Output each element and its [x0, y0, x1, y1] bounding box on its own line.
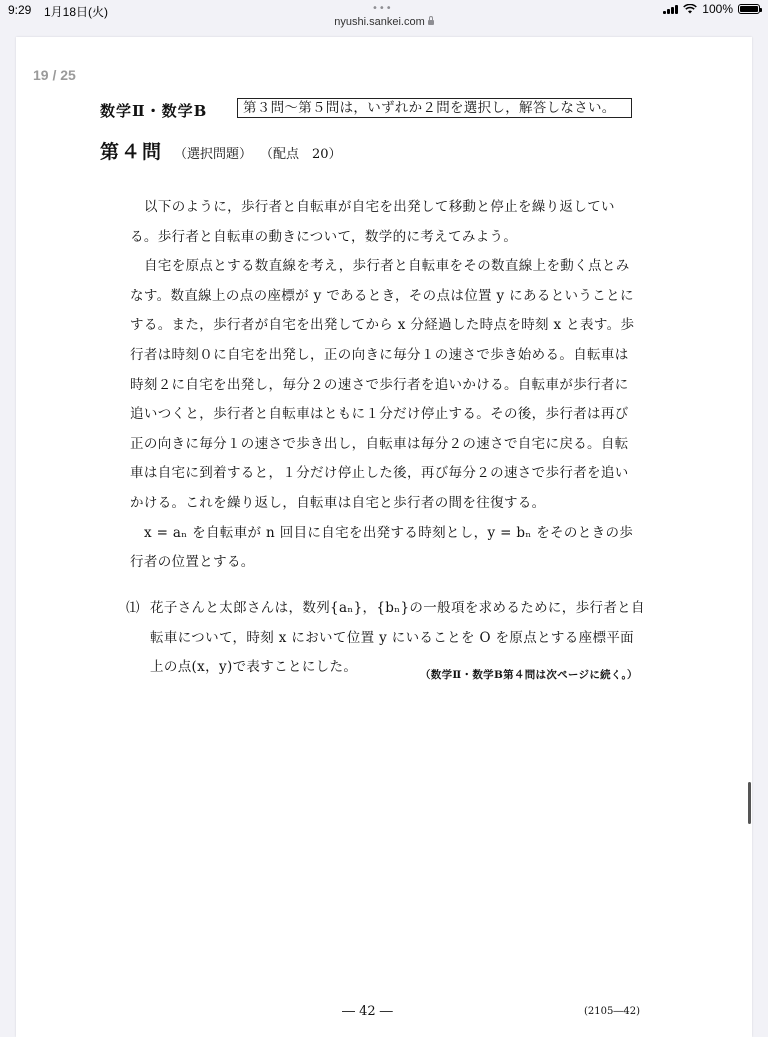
status-time: 9:29: [8, 3, 32, 17]
question-points: （配点 20）: [260, 147, 342, 162]
document-page: [16, 37, 752, 1037]
question-title: 第４問: [100, 141, 164, 163]
url-text[interactable]: nyushi.sankei.com: [334, 16, 425, 28]
status-date: 1月18日(火): [44, 5, 109, 19]
battery-icon: [738, 4, 760, 14]
subquestion-text: 花子さんと太郎さんは，数列{aₙ}，{bₙ}の一般項を求めるために，歩行者と自転車について，時刻 x において位置 y にいることを O を原点とする座標平面上の点(x，y)で表すことにした。: [150, 600, 645, 676]
multitasking-dots-icon[interactable]: •••: [372, 3, 393, 14]
paragraph: x = aₙ を自転車が n 回目に自宅を出発する時刻とし，y = bₙ をそのときの歩行者の位置とする。: [130, 524, 634, 571]
page-code: (2105―42): [584, 1006, 640, 1017]
lock-icon: [428, 20, 434, 25]
battery-percent: 100%: [702, 2, 733, 16]
instruction-box: 第３問～第５問は，いずれか２問を選択し，解答しなさい。: [237, 98, 632, 118]
page-indicator: 19 / 25: [33, 67, 76, 83]
continue-note: （数学Ⅱ・数学B第４問は次ページに続く。）: [420, 669, 638, 681]
paragraph: 自宅を原点とする数直線を考え，歩行者と自転車をその数直線上を動く点とみなす。数直線上の点の座標が y であるとき，その点は位置 y にあるということにする。また，歩行者が自宅を出発してから x 分経過した時点を時刻 x と表す。歩行者は時刻０に自宅を出発し，正の向きに毎分１の速さで歩き始める。自転車は時刻２に自宅を出発し，毎分２の速さで歩行者を追いかける。自転車が歩行者に追いつくと，歩行者と自転車はともに１分だけ停止する。その後，歩行者は再び正の向きに毎分１の速さで歩き出し，自転車は毎分２の速さで自宅に戻る。自転車は自宅に到着すると，１分だけ停止した後，再び毎分２の速さで歩行者を追いかける。これを繰り返し，自転車は自宅と歩行者の間を往復する。: [130, 258, 635, 511]
question-type: （選択問題）: [174, 147, 253, 162]
url-bar[interactable]: [0, 16, 768, 36]
cellular-signal-icon: [663, 4, 678, 14]
subquestion-number: ⑴: [126, 600, 140, 616]
subject-heading: 数学Ⅱ・数学B: [100, 102, 208, 120]
page-number: ― 42 ―: [342, 1004, 393, 1019]
scroll-indicator[interactable]: [748, 782, 751, 824]
problem-statement: [130, 193, 642, 578]
status-indicators: [663, 2, 760, 16]
wifi-icon: [683, 4, 697, 14]
paragraph: 以下のように，歩行者と自転車が自宅を出発して移動と停止を繰り返している。歩行者と自転車の動きについて，数学的に考えてみよう。: [130, 199, 615, 245]
